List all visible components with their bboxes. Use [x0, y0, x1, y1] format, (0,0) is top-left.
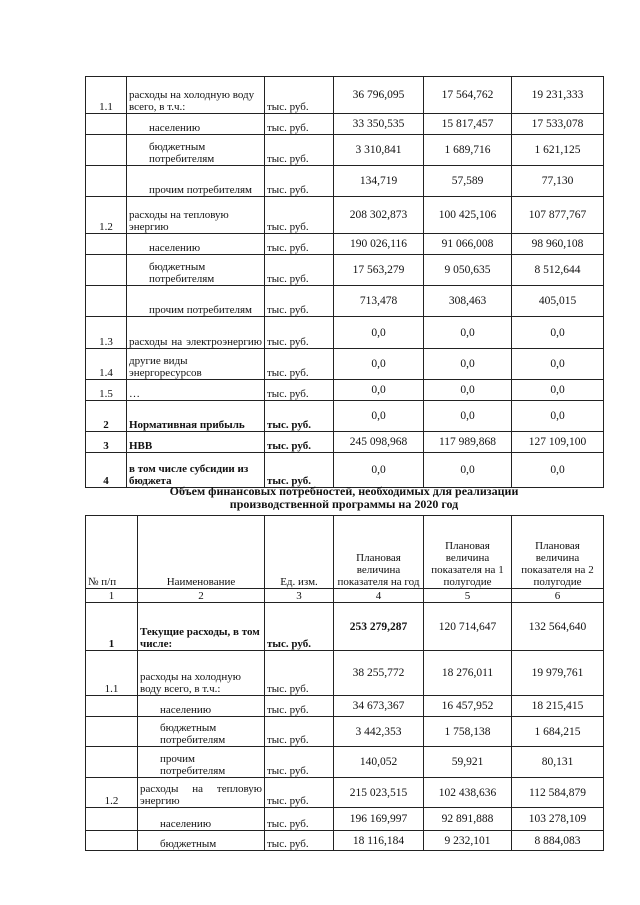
- value-h1: 308,463: [424, 286, 512, 317]
- table-row: [86, 432, 604, 453]
- row-unit: тыс. руб.: [265, 831, 334, 851]
- row-unit: тыс. руб.: [265, 651, 334, 696]
- header-h1: Плановая величина показателя на 1 полугодие: [424, 516, 512, 589]
- value-h2: 0,0: [512, 349, 604, 380]
- row-label: расходы на холодную воду всего, в т.ч.:: [127, 77, 265, 114]
- table-row: [86, 255, 604, 286]
- row-index: [86, 286, 127, 317]
- value-h2: 103 278,109: [512, 808, 604, 831]
- row-index: 1.1: [86, 651, 138, 696]
- row-unit: тыс. руб.: [265, 197, 334, 234]
- row-label: населению: [138, 696, 265, 717]
- row-unit: тыс. руб.: [265, 166, 334, 197]
- value-year: 3 310,841: [334, 135, 424, 166]
- row-index: 3: [86, 432, 127, 453]
- row-unit: тыс. руб.: [265, 717, 334, 747]
- header-h2: Плановая величина показателя на 2 полугодие: [512, 516, 604, 589]
- row-unit: тыс. руб.: [265, 808, 334, 831]
- row-index: 1.1: [86, 77, 127, 114]
- value-year: 0,0: [334, 349, 424, 380]
- table-row: [86, 696, 604, 717]
- row-label: расходы на тепловую энергию: [138, 778, 265, 808]
- value-h1: 91 066,008: [424, 234, 512, 255]
- row-label: …: [127, 380, 265, 401]
- row-label: расходы на электроэнергию: [127, 317, 265, 349]
- value-h2: 132 564,640: [512, 603, 604, 651]
- row-unit: тыс. руб.: [265, 453, 334, 488]
- row-unit: тыс. руб.: [265, 747, 334, 778]
- table-row: [86, 317, 604, 349]
- value-h2: 405,015: [512, 286, 604, 317]
- table-row: [86, 651, 604, 696]
- table-row: [86, 747, 604, 778]
- value-year: 190 026,116: [334, 234, 424, 255]
- value-h2: 0,0: [512, 380, 604, 401]
- row-label: НВВ: [127, 432, 265, 453]
- value-h1: 117 989,868: [424, 432, 512, 453]
- value-year: 0,0: [334, 401, 424, 432]
- row-index: [86, 255, 127, 286]
- section-title: [85, 485, 603, 511]
- column-number: 3: [265, 589, 334, 603]
- row-label: другие виды энергоресурсов: [127, 349, 265, 380]
- table-row: [86, 603, 604, 651]
- value-h1: 0,0: [424, 453, 512, 488]
- row-unit: тыс. руб.: [265, 696, 334, 717]
- value-h2: 8 884,083: [512, 831, 604, 851]
- row-label: в том числе субсидии из бюджета: [127, 453, 265, 488]
- value-h2: 112 584,879: [512, 778, 604, 808]
- value-h2: 77,130: [512, 166, 604, 197]
- row-index: [86, 166, 127, 197]
- value-year: 0,0: [334, 380, 424, 401]
- row-label: расходы на холодную воду всего, в т.ч.:: [138, 651, 265, 696]
- value-h1: 0,0: [424, 380, 512, 401]
- header-no: № п/п: [86, 516, 138, 589]
- table-row: [86, 717, 604, 747]
- row-index: [86, 114, 127, 135]
- value-year: 0,0: [334, 317, 424, 349]
- row-label: прочим потребителям: [127, 166, 265, 197]
- row-index: 1.4: [86, 349, 127, 380]
- table-row: [86, 453, 604, 488]
- value-h1: 120 714,647: [424, 603, 512, 651]
- value-h1: 102 438,636: [424, 778, 512, 808]
- value-h1: 9 232,101: [424, 831, 512, 851]
- column-number: 2: [138, 589, 265, 603]
- table-row: [86, 135, 604, 166]
- value-year: 34 673,367: [334, 696, 424, 717]
- table-row: [86, 286, 604, 317]
- row-unit: тыс. руб.: [265, 349, 334, 380]
- value-h2: 98 960,108: [512, 234, 604, 255]
- row-label: прочим потребителям: [138, 747, 265, 778]
- value-h1: 0,0: [424, 401, 512, 432]
- value-year: 140,052: [334, 747, 424, 778]
- value-h1: 0,0: [424, 317, 512, 349]
- value-h1: 18 276,011: [424, 651, 512, 696]
- row-index: 1: [86, 603, 138, 651]
- value-year: 245 098,968: [334, 432, 424, 453]
- row-unit: тыс. руб.: [265, 114, 334, 135]
- value-h1: 0,0: [424, 349, 512, 380]
- value-h2: 80,131: [512, 747, 604, 778]
- row-unit: тыс. руб.: [265, 255, 334, 286]
- value-h2: 17 533,078: [512, 114, 604, 135]
- table-row: [86, 77, 604, 114]
- value-h2: 19 231,333: [512, 77, 604, 114]
- row-unit: тыс. руб.: [265, 286, 334, 317]
- value-h2: 1 621,125: [512, 135, 604, 166]
- section-title-line-1: Объем финансовых потребностей, необходимых для реализации: [169, 484, 519, 498]
- value-year: 3 442,353: [334, 717, 424, 747]
- value-h1: 15 817,457: [424, 114, 512, 135]
- section-title-line-2: производственной программы на 2020 год: [229, 497, 459, 511]
- row-label: расходы на тепловую энергию: [127, 197, 265, 234]
- value-year: 215 023,515: [334, 778, 424, 808]
- row-unit: тыс. руб.: [265, 432, 334, 453]
- value-h2: 1 684,215: [512, 717, 604, 747]
- value-h1: 92 891,888: [424, 808, 512, 831]
- value-year: 0,0: [334, 453, 424, 488]
- value-year: 134,719: [334, 166, 424, 197]
- column-number: 4: [334, 589, 424, 603]
- row-label: населению: [127, 234, 265, 255]
- row-label: Нормативная прибыль: [127, 401, 265, 432]
- table-continuation: [85, 76, 604, 488]
- table-row: [86, 778, 604, 808]
- table-row: [86, 808, 604, 831]
- row-label: бюджетным потребителям: [127, 135, 265, 166]
- value-year: 18 116,184: [334, 831, 424, 851]
- value-h2: 18 215,415: [512, 696, 604, 717]
- row-index: [86, 696, 138, 717]
- table-row: [86, 349, 604, 380]
- row-index: [86, 135, 127, 166]
- value-year: 36 796,095: [334, 77, 424, 114]
- value-h2: 8 512,644: [512, 255, 604, 286]
- value-h2: 19 979,761: [512, 651, 604, 696]
- table-row: [86, 166, 604, 197]
- row-unit: тыс. руб.: [265, 401, 334, 432]
- value-h1: 1 689,716: [424, 135, 512, 166]
- value-year: 713,478: [334, 286, 424, 317]
- row-unit: тыс. руб.: [265, 778, 334, 808]
- table-row: [86, 401, 604, 432]
- value-h2: 107 877,767: [512, 197, 604, 234]
- value-year: 196 169,997: [334, 808, 424, 831]
- row-unit: тыс. руб.: [265, 317, 334, 349]
- row-index: 1.2: [86, 778, 138, 808]
- value-h1: 1 758,138: [424, 717, 512, 747]
- table-row: [86, 234, 604, 255]
- value-h2: 0,0: [512, 317, 604, 349]
- value-year: 33 350,535: [334, 114, 424, 135]
- column-number: 6: [512, 589, 604, 603]
- row-index: [86, 808, 138, 831]
- table-row: [86, 831, 604, 851]
- header-name: Наименование: [138, 516, 265, 589]
- row-index: 1.2: [86, 197, 127, 234]
- table-row: [86, 380, 604, 401]
- value-h2: 0,0: [512, 453, 604, 488]
- row-unit: тыс. руб.: [265, 234, 334, 255]
- value-year: 253 279,287: [334, 603, 424, 651]
- financial-needs-table: [85, 515, 604, 851]
- value-h1: 100 425,106: [424, 197, 512, 234]
- row-index: 4: [86, 453, 127, 488]
- header-unit: Ед. изм.: [265, 516, 334, 589]
- table-row: [86, 114, 604, 135]
- row-index: [86, 717, 138, 747]
- row-label: бюджетным потребителям: [138, 717, 265, 747]
- column-number: 5: [424, 589, 512, 603]
- row-label: населению: [127, 114, 265, 135]
- value-h1: 57,589: [424, 166, 512, 197]
- table-row: [86, 197, 604, 234]
- row-unit: тыс. руб.: [265, 77, 334, 114]
- row-index: [86, 234, 127, 255]
- row-label: Текущие расходы, в том числе:: [138, 603, 265, 651]
- value-h2: 127 109,100: [512, 432, 604, 453]
- row-unit: тыс. руб.: [265, 603, 334, 651]
- value-h1: 16 457,952: [424, 696, 512, 717]
- value-h1: 59,921: [424, 747, 512, 778]
- row-unit: тыс. руб.: [265, 380, 334, 401]
- row-label: населению: [138, 808, 265, 831]
- row-index: [86, 831, 138, 851]
- value-h2: 0,0: [512, 401, 604, 432]
- row-index: [86, 747, 138, 778]
- row-index: 1.5: [86, 380, 127, 401]
- table-header-row: [86, 516, 604, 589]
- value-year: 208 302,873: [334, 197, 424, 234]
- row-index: 2: [86, 401, 127, 432]
- value-h1: 17 564,762: [424, 77, 512, 114]
- row-index: 1.3: [86, 317, 127, 349]
- value-h1: 9 050,635: [424, 255, 512, 286]
- row-unit: тыс. руб.: [265, 135, 334, 166]
- column-number-row: [86, 589, 604, 603]
- column-number: 1: [86, 589, 138, 603]
- row-label: прочим потребителям: [127, 286, 265, 317]
- row-label: бюджетным потребителям: [127, 255, 265, 286]
- value-year: 38 255,772: [334, 651, 424, 696]
- value-year: 17 563,279: [334, 255, 424, 286]
- header-year: Плановая величина показателя на год: [334, 516, 424, 589]
- row-label: бюджетным: [138, 831, 265, 851]
